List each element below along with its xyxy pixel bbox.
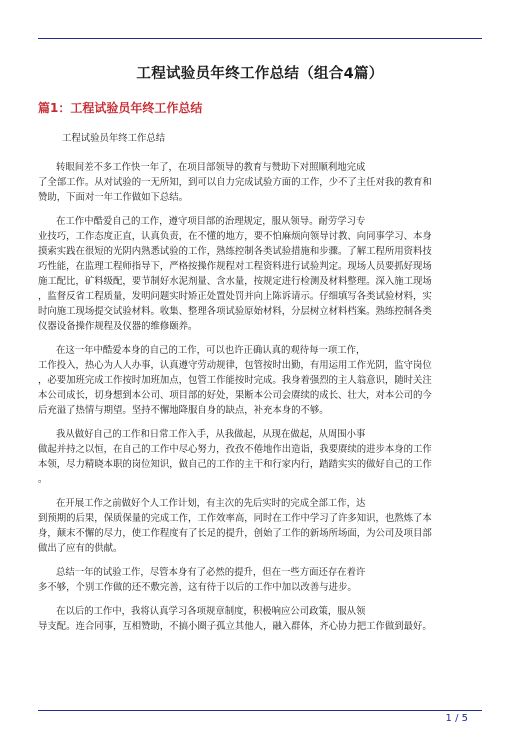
paragraph-line: 赞助，下面对一年工作做如下总结。 <box>38 192 189 203</box>
paragraph-line: 转眼间差不多工作快一年了，在项目部领导的教育与赞助下对照顺利地完成 <box>56 162 366 173</box>
header-rule <box>38 38 482 39</box>
paragraph <box>38 496 482 556</box>
paragraph-line: 巧性能，在监理工程师指导下，严格按操作规程对工程资料进行试验判定。现场人员要抓好现场 <box>38 261 432 272</box>
paragraph-line: 施工配比，矿料级配，要节制好水泥剂量、含水量，按规定进行检测及材料整理。深入施工现场 <box>38 276 432 287</box>
section-heading: 篇1：工程试验员年终工作总结 <box>38 101 203 115</box>
paragraph-line: 仪器设备操作规程及仪器的维修颐养。 <box>38 321 198 332</box>
paragraph-line: 做出了应有的供献。 <box>38 543 123 554</box>
paragraph <box>38 160 482 205</box>
paragraph <box>38 427 482 487</box>
paragraph-line: 后充溢了热情与期望。坚持不懈地降服自身的缺点，补充本身的不够。 <box>38 405 329 416</box>
paragraph <box>38 565 482 595</box>
document-body <box>38 62 482 643</box>
paragraph-line: 。 <box>38 474 48 485</box>
page-number: 1 / 5 <box>445 713 468 724</box>
paragraph-line: ，监督反省工程质量，发明问题实时矫正处置处罚并向上陈诉请示。仔细填写各类试验材料，实 <box>38 291 432 302</box>
paragraph <box>38 343 482 418</box>
footer-rule <box>38 710 482 711</box>
paragraph-line: 在这一年中酷爱本身的自己的工作，可以也许正确认真的观待每一项工作， <box>56 345 366 356</box>
paragraph-line: 多不够，个别工作做的还不敷完善，这有待于以后的工作中加以改善与进步。 <box>38 582 357 593</box>
paragraph-line: 本领，尽力精晓本职的岗位知识，做自己的工作的主干和行家内行，踏踏实实的做好自己的工作 <box>38 459 432 470</box>
paragraph-line: 时向施工现场提交试验材料。收集、整理各项试验原始材料，分层树立材料档案。熟练控制各类 <box>38 306 432 317</box>
paragraph-line: ，必要加班完成工作按时加班加点，包管工作能按时完成。我身着强烈的主人翁意识，随时关注 <box>38 375 432 386</box>
paragraph <box>38 604 482 634</box>
paragraph-line: 在工作中酷爱自己的工作，遵守项目部的治理规定，服从领导。耐劳学习专 <box>56 216 366 227</box>
paragraph-line: 业技巧，工作态度正直，认真负责，在不懂的地方，要不怕麻烦向领导讨教、向同事学习、本身 <box>38 231 432 242</box>
paragraph-line: 在开展工作之前做好个人工作计划，有主次的先后实时的完成全部工作，达 <box>56 498 366 509</box>
paragraph-line: 总结一年的试验工作，尽管本身有了必然的提升，但在一些方面还存在着许 <box>56 567 366 578</box>
paragraph <box>38 214 482 334</box>
paragraph-line: 摸索实践在很短的光阴内熟悉试验的工作，熟练控制各类试验措施和步骤。了解工程所用资料技 <box>38 246 432 257</box>
paragraph-line: 身，颠末不懈的尽力，使工作程度有了长足的提升，创始了工作的新场所场面，为公司及项目部 <box>38 528 432 539</box>
paragraph-line: 本公司成长，切身想到本公司、项目部的好处，果断本公司会赓续的成长、壮大，对本公司的今 <box>38 390 432 401</box>
paragraph-line: 我从做好自己的工作和日常工作入手，从我做起，从现在做起，从周围小事 <box>56 429 366 440</box>
article-title: 工程试验员年终工作总结 <box>62 133 166 144</box>
paragraph-line: 了全部工作。从对试验的一无所知，到可以自力完成试验方面的工作，少不了主任对我的教育和 <box>38 177 432 188</box>
paragraph-line: 在以后的工作中，我将认真学习各项规章制度，积极响应公司政策，服从领 <box>56 606 366 617</box>
paragraph-line: 工作投入，热心为人人办事，认真遵守劳动规律，包管按时出勤，有用运用工作光阴，监守岗位 <box>38 360 432 371</box>
paragraph-line: 导支配。连合同事，互相赞助，不搞小圈子孤立其他人，融入群体，齐心协力把工作做到最好。 <box>38 621 432 632</box>
paragraph-list <box>38 160 482 634</box>
paragraph-line: 到预期的后果，保质保量的完成工作，工作效率高，同时在工作中学习了许多知识，也熬炼了本 <box>38 513 432 524</box>
document-title: 工程试验员年终工作总结（组合4篇） <box>136 66 384 82</box>
paragraph-line: 做起并持之以恒，在自己的工作中尽心努力，孜孜不倦地作出造诣，我要赓续的进步本身的工作 <box>38 444 432 455</box>
